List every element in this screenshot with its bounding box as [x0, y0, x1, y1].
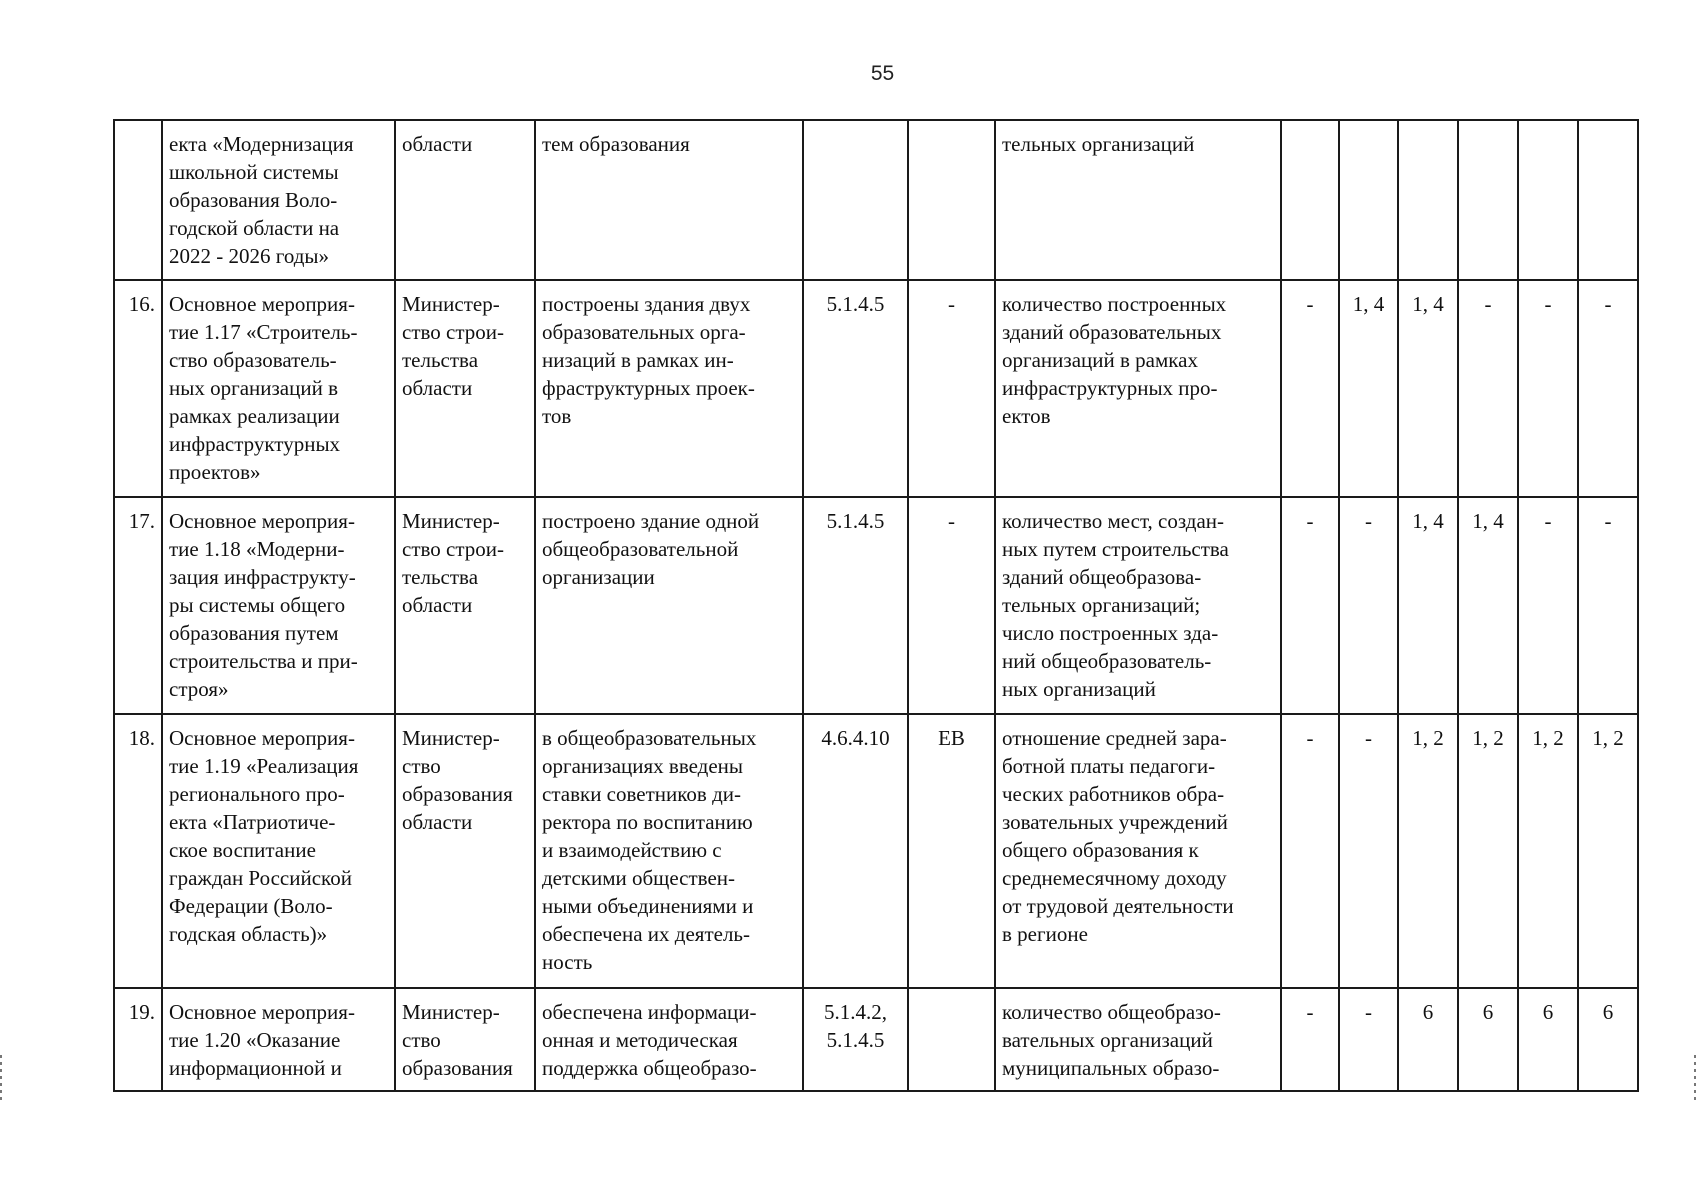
year-value-cell: 1, 4 [1398, 497, 1458, 714]
event-line: образования путем [169, 621, 339, 645]
indicator-line: организаций в рамках [1002, 348, 1198, 372]
indicator-cell [995, 497, 1281, 714]
indicator-line: зовательных учреждений [1002, 810, 1228, 834]
indicator-line: отношение средней зара- [1002, 726, 1227, 750]
year-value-cell: - [1281, 988, 1339, 1091]
row-number-cell: 17. [114, 497, 162, 714]
year-value-cell: - [1339, 497, 1398, 714]
indicator-line: ний общеобразователь- [1002, 649, 1212, 673]
result-line: низаций в рамках ин- [542, 348, 734, 372]
year-value-cell: 1, 2 [1398, 714, 1458, 988]
executor-line: области [402, 593, 473, 617]
event-line: Федерации (Воло- [169, 894, 333, 918]
event-line: годская область)» [169, 922, 328, 946]
year-value-cell: 1, 2 [1458, 714, 1518, 988]
result-cell [535, 714, 803, 988]
event-line: образования Воло- [169, 188, 338, 212]
event-line: екта «Модернизация [169, 132, 354, 156]
year-value-cell: - [1518, 497, 1578, 714]
event-line: Основное мероприя- [169, 726, 355, 750]
result-line: ность [542, 950, 593, 974]
indicator-line: ботной платы педагоги- [1002, 754, 1216, 778]
indicator-line: зданий общеобразова- [1002, 565, 1202, 589]
code-line: 5.1.4.5 [826, 1028, 885, 1052]
event-line: ство образователь- [169, 348, 337, 372]
code-cell [803, 497, 908, 714]
result-line: ректора по воспитанию [542, 810, 753, 834]
executor-line: ство [402, 1028, 441, 1052]
year-value-cell: - [1339, 988, 1398, 1091]
year-value-cell: 1, 4 [1458, 497, 1518, 714]
year-value-cell: - [1578, 280, 1638, 497]
indicator-cell [995, 714, 1281, 988]
event-line: годской области на [169, 216, 340, 240]
year-value-cell: - [1281, 497, 1339, 714]
executor-line: Министер- [402, 726, 500, 750]
table-row [114, 714, 1638, 988]
executor-cell [395, 988, 535, 1091]
result-line: построены здания двух [542, 292, 751, 316]
year-value-cell: - [1339, 714, 1398, 988]
code-cell [803, 120, 908, 280]
event-line: проектов» [169, 460, 261, 484]
executor-line: Министер- [402, 292, 500, 316]
result-line: ставки советников ди- [542, 782, 741, 806]
year-value-cell: - [1458, 280, 1518, 497]
event-line: инфраструктурных [169, 432, 341, 456]
event-line: зация инфраструкту- [169, 565, 356, 589]
indicator-line: от трудовой деятельности [1002, 894, 1234, 918]
executor-line: образования [402, 782, 513, 806]
event-line: Основное мероприя- [169, 292, 355, 316]
table-row [114, 280, 1638, 497]
year-value-cell [1518, 120, 1578, 280]
indicator-cell [995, 988, 1281, 1091]
row-number-cell: 19. [114, 988, 162, 1091]
table-row [114, 120, 1638, 280]
event-line: екта «Патриотиче- [169, 810, 336, 834]
year-value-cell: 6 [1458, 988, 1518, 1091]
result-line: организациях введены [542, 754, 744, 778]
event-line: тие 1.20 «Оказание [169, 1028, 341, 1052]
result-line: тем образования [542, 132, 690, 156]
ev-cell: - [908, 280, 995, 497]
event-line: рамках реализации [169, 404, 340, 428]
event-line: информационной и [169, 1056, 342, 1080]
indicator-line: ческих работников обра- [1002, 782, 1225, 806]
event-line: школьной системы [169, 160, 339, 184]
event-cell [162, 714, 395, 988]
event-cell [162, 280, 395, 497]
indicator-line: инфраструктурных про- [1002, 376, 1218, 400]
indicator-line: зданий образовательных [1002, 320, 1222, 344]
result-line: обеспечена их деятель- [542, 922, 751, 946]
code-cell [803, 714, 908, 988]
indicator-line: ных организаций [1002, 677, 1156, 701]
indicator-line: муниципальных образо- [1002, 1056, 1220, 1080]
year-value-cell: - [1578, 497, 1638, 714]
event-cell [162, 988, 395, 1091]
page-number: 55 [870, 62, 895, 85]
result-cell [535, 497, 803, 714]
indicator-line: среднемесячному доходу [1002, 866, 1227, 890]
result-line: поддержка общеобразо- [542, 1056, 757, 1080]
indicator-line: ектов [1002, 404, 1051, 428]
executor-line: Министер- [402, 509, 500, 533]
ev-cell: - [908, 497, 995, 714]
result-cell [535, 120, 803, 280]
code-cell [803, 988, 908, 1091]
result-line: онная и методическая [542, 1028, 738, 1052]
code-cell [803, 280, 908, 497]
indicator-line: ных путем строительства [1002, 537, 1229, 561]
result-line: общеобразовательной [542, 537, 739, 561]
ev-cell [908, 120, 995, 280]
indicator-line: тельных организаций; [1002, 593, 1201, 617]
executor-cell [395, 120, 535, 280]
indicator-line: тельных организаций [1002, 132, 1195, 156]
ev-cell [908, 988, 995, 1091]
result-line: образовательных орга- [542, 320, 746, 344]
event-line: строя» [169, 677, 229, 701]
executor-line: ство [402, 754, 441, 778]
executor-cell [395, 280, 535, 497]
year-value-cell: 1, 2 [1578, 714, 1638, 988]
indicator-line: число построенных зда- [1002, 621, 1219, 645]
event-line: ных организаций в [169, 376, 339, 400]
executor-line: области [402, 376, 473, 400]
ev-cell: ЕВ [908, 714, 995, 988]
year-value-cell [1339, 120, 1398, 280]
executor-line: ство строи- [402, 537, 505, 561]
table-body [114, 120, 1638, 1091]
row-number-cell: 16. [114, 280, 162, 497]
result-line: в общеобразовательных [542, 726, 757, 750]
result-line: и взаимодействию с [542, 838, 722, 862]
year-value-cell: - [1281, 280, 1339, 497]
event-line: тие 1.19 «Реализация [169, 754, 359, 778]
row-number-cell [114, 120, 162, 280]
event-line: граждан Российской [169, 866, 352, 890]
executor-line: области [402, 132, 473, 156]
result-cell [535, 280, 803, 497]
indicator-line: вательных организаций [1002, 1028, 1213, 1052]
year-value-cell: 1, 2 [1518, 714, 1578, 988]
result-line: построено здание одной [542, 509, 760, 533]
measures-table [113, 119, 1639, 1092]
year-value-cell [1281, 120, 1339, 280]
table-row [114, 988, 1638, 1091]
executor-line: Министер- [402, 1000, 500, 1024]
event-line: строительства и при- [169, 649, 358, 673]
executor-line: тельства [402, 565, 479, 589]
event-line: ское воспитание [169, 838, 316, 862]
executor-line: области [402, 810, 473, 834]
indicator-cell [995, 280, 1281, 497]
code-line: 4.6.4.10 [821, 726, 890, 750]
row-number-cell: 18. [114, 714, 162, 988]
result-line: фраструктурных проек- [542, 376, 755, 400]
event-line: 2022 - 2026 годы» [169, 244, 330, 268]
binding-margin-mark-left [0, 1055, 2, 1100]
year-value-cell: 6 [1578, 988, 1638, 1091]
result-line: детскими обществен- [542, 866, 736, 890]
executor-cell [395, 497, 535, 714]
executor-line: ство строи- [402, 320, 505, 344]
executor-line: образования [402, 1056, 513, 1080]
code-line: 5.1.4.5 [826, 509, 885, 533]
indicator-line: количество мест, создан- [1002, 509, 1225, 533]
year-value-cell [1398, 120, 1458, 280]
result-line: обеспечена информаци- [542, 1000, 757, 1024]
indicator-line: количество построенных [1002, 292, 1227, 316]
event-line: ры системы общего [169, 593, 346, 617]
indicator-cell [995, 120, 1281, 280]
indicator-line: количество общеобразо- [1002, 1000, 1221, 1024]
year-value-cell: - [1518, 280, 1578, 497]
event-line: тие 1.17 «Строитель- [169, 320, 358, 344]
result-line: организации [542, 565, 655, 589]
result-line: ными объединениями и [542, 894, 754, 918]
binding-margin-mark-right [1694, 1055, 1696, 1100]
year-value-cell: - [1281, 714, 1339, 988]
year-value-cell [1458, 120, 1518, 280]
executor-cell [395, 714, 535, 988]
table-row [114, 497, 1638, 714]
year-value-cell [1578, 120, 1638, 280]
event-line: Основное мероприя- [169, 1000, 355, 1024]
result-cell [535, 988, 803, 1091]
indicator-line: общего образования к [1002, 838, 1199, 862]
indicator-line: в регионе [1002, 922, 1088, 946]
year-value-cell: 1, 4 [1398, 280, 1458, 497]
code-line: 5.1.4.2, [824, 1000, 887, 1024]
executor-line: тельства [402, 348, 479, 372]
event-line: регионального про- [169, 782, 345, 806]
year-value-cell: 6 [1398, 988, 1458, 1091]
event-cell [162, 497, 395, 714]
event-line: тие 1.18 «Модерни- [169, 537, 345, 561]
year-value-cell: 1, 4 [1339, 280, 1398, 497]
year-value-cell: 6 [1518, 988, 1578, 1091]
event-cell [162, 120, 395, 280]
code-line: 5.1.4.5 [826, 292, 885, 316]
event-line: Основное мероприя- [169, 509, 355, 533]
result-line: тов [542, 404, 572, 428]
